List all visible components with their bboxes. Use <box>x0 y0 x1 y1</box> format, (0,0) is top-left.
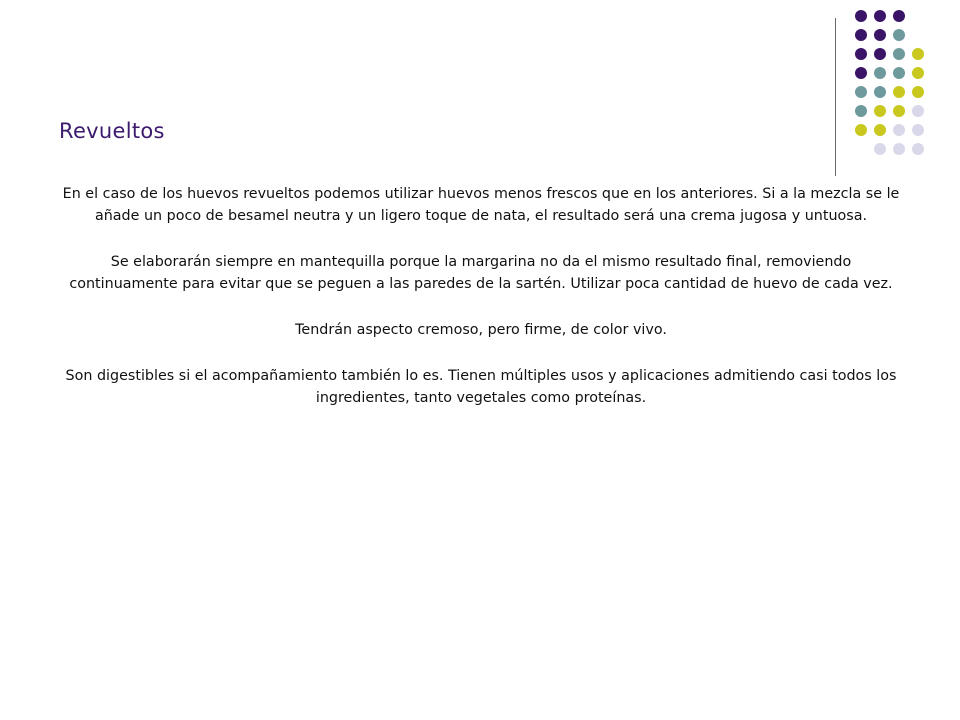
dot-teal <box>893 67 905 79</box>
dot-teal <box>893 29 905 41</box>
dot-purple <box>855 48 867 60</box>
vertical-divider <box>835 18 836 176</box>
dot-lavender <box>912 105 924 117</box>
dot-lavender <box>893 124 905 136</box>
dot-purple <box>874 10 886 22</box>
dot-purple <box>874 48 886 60</box>
dot-teal <box>855 86 867 98</box>
paragraph-1: En el caso de los huevos revueltos podemos utilizar huevos menos frescos que en los anteriores. Si a la mezcla se le añade un poco de besamel neutra y un ligero toque de nata, el resultado será una crema jugosa y untuosa. <box>62 186 900 224</box>
paragraph-4: Son digestibles si el acompañamiento también lo es. Tienen múltiples usos y aplicaciones admitiendo casi todos los ingredientes, tanto vegetales como proteínas. <box>65 368 897 406</box>
dot-purple <box>855 10 867 22</box>
dot-lavender <box>912 143 924 155</box>
dot-purple <box>874 29 886 41</box>
dot-lime <box>874 105 886 117</box>
dot-lime <box>893 86 905 98</box>
dot-lavender <box>893 143 905 155</box>
dot-teal <box>855 105 867 117</box>
paragraph-2: Se elaborarán siempre en mantequilla porque la margarina no da el mismo resultado final, removiendo continuamente para evitar que se peguen a las paredes de la sartén. Utilizar poca cantidad de huevo de cada vez. <box>69 254 893 292</box>
dot-teal <box>893 48 905 60</box>
dot-purple <box>893 10 905 22</box>
dot-lime <box>912 86 924 98</box>
dot-teal <box>874 67 886 79</box>
dot-lime <box>893 105 905 117</box>
paragraph-3: Tendrán aspecto cremoso, pero firme, de color vivo. <box>295 322 667 338</box>
dot-lavender <box>874 143 886 155</box>
dot-lime <box>912 67 924 79</box>
dot-lime <box>912 48 924 60</box>
dot-lime <box>855 124 867 136</box>
dot-lavender <box>912 124 924 136</box>
dot-lime <box>874 124 886 136</box>
slide-title: Revueltos <box>59 119 165 143</box>
dot-purple <box>855 67 867 79</box>
slide-body <box>60 183 902 433</box>
dot-teal <box>874 86 886 98</box>
dot-purple <box>855 29 867 41</box>
